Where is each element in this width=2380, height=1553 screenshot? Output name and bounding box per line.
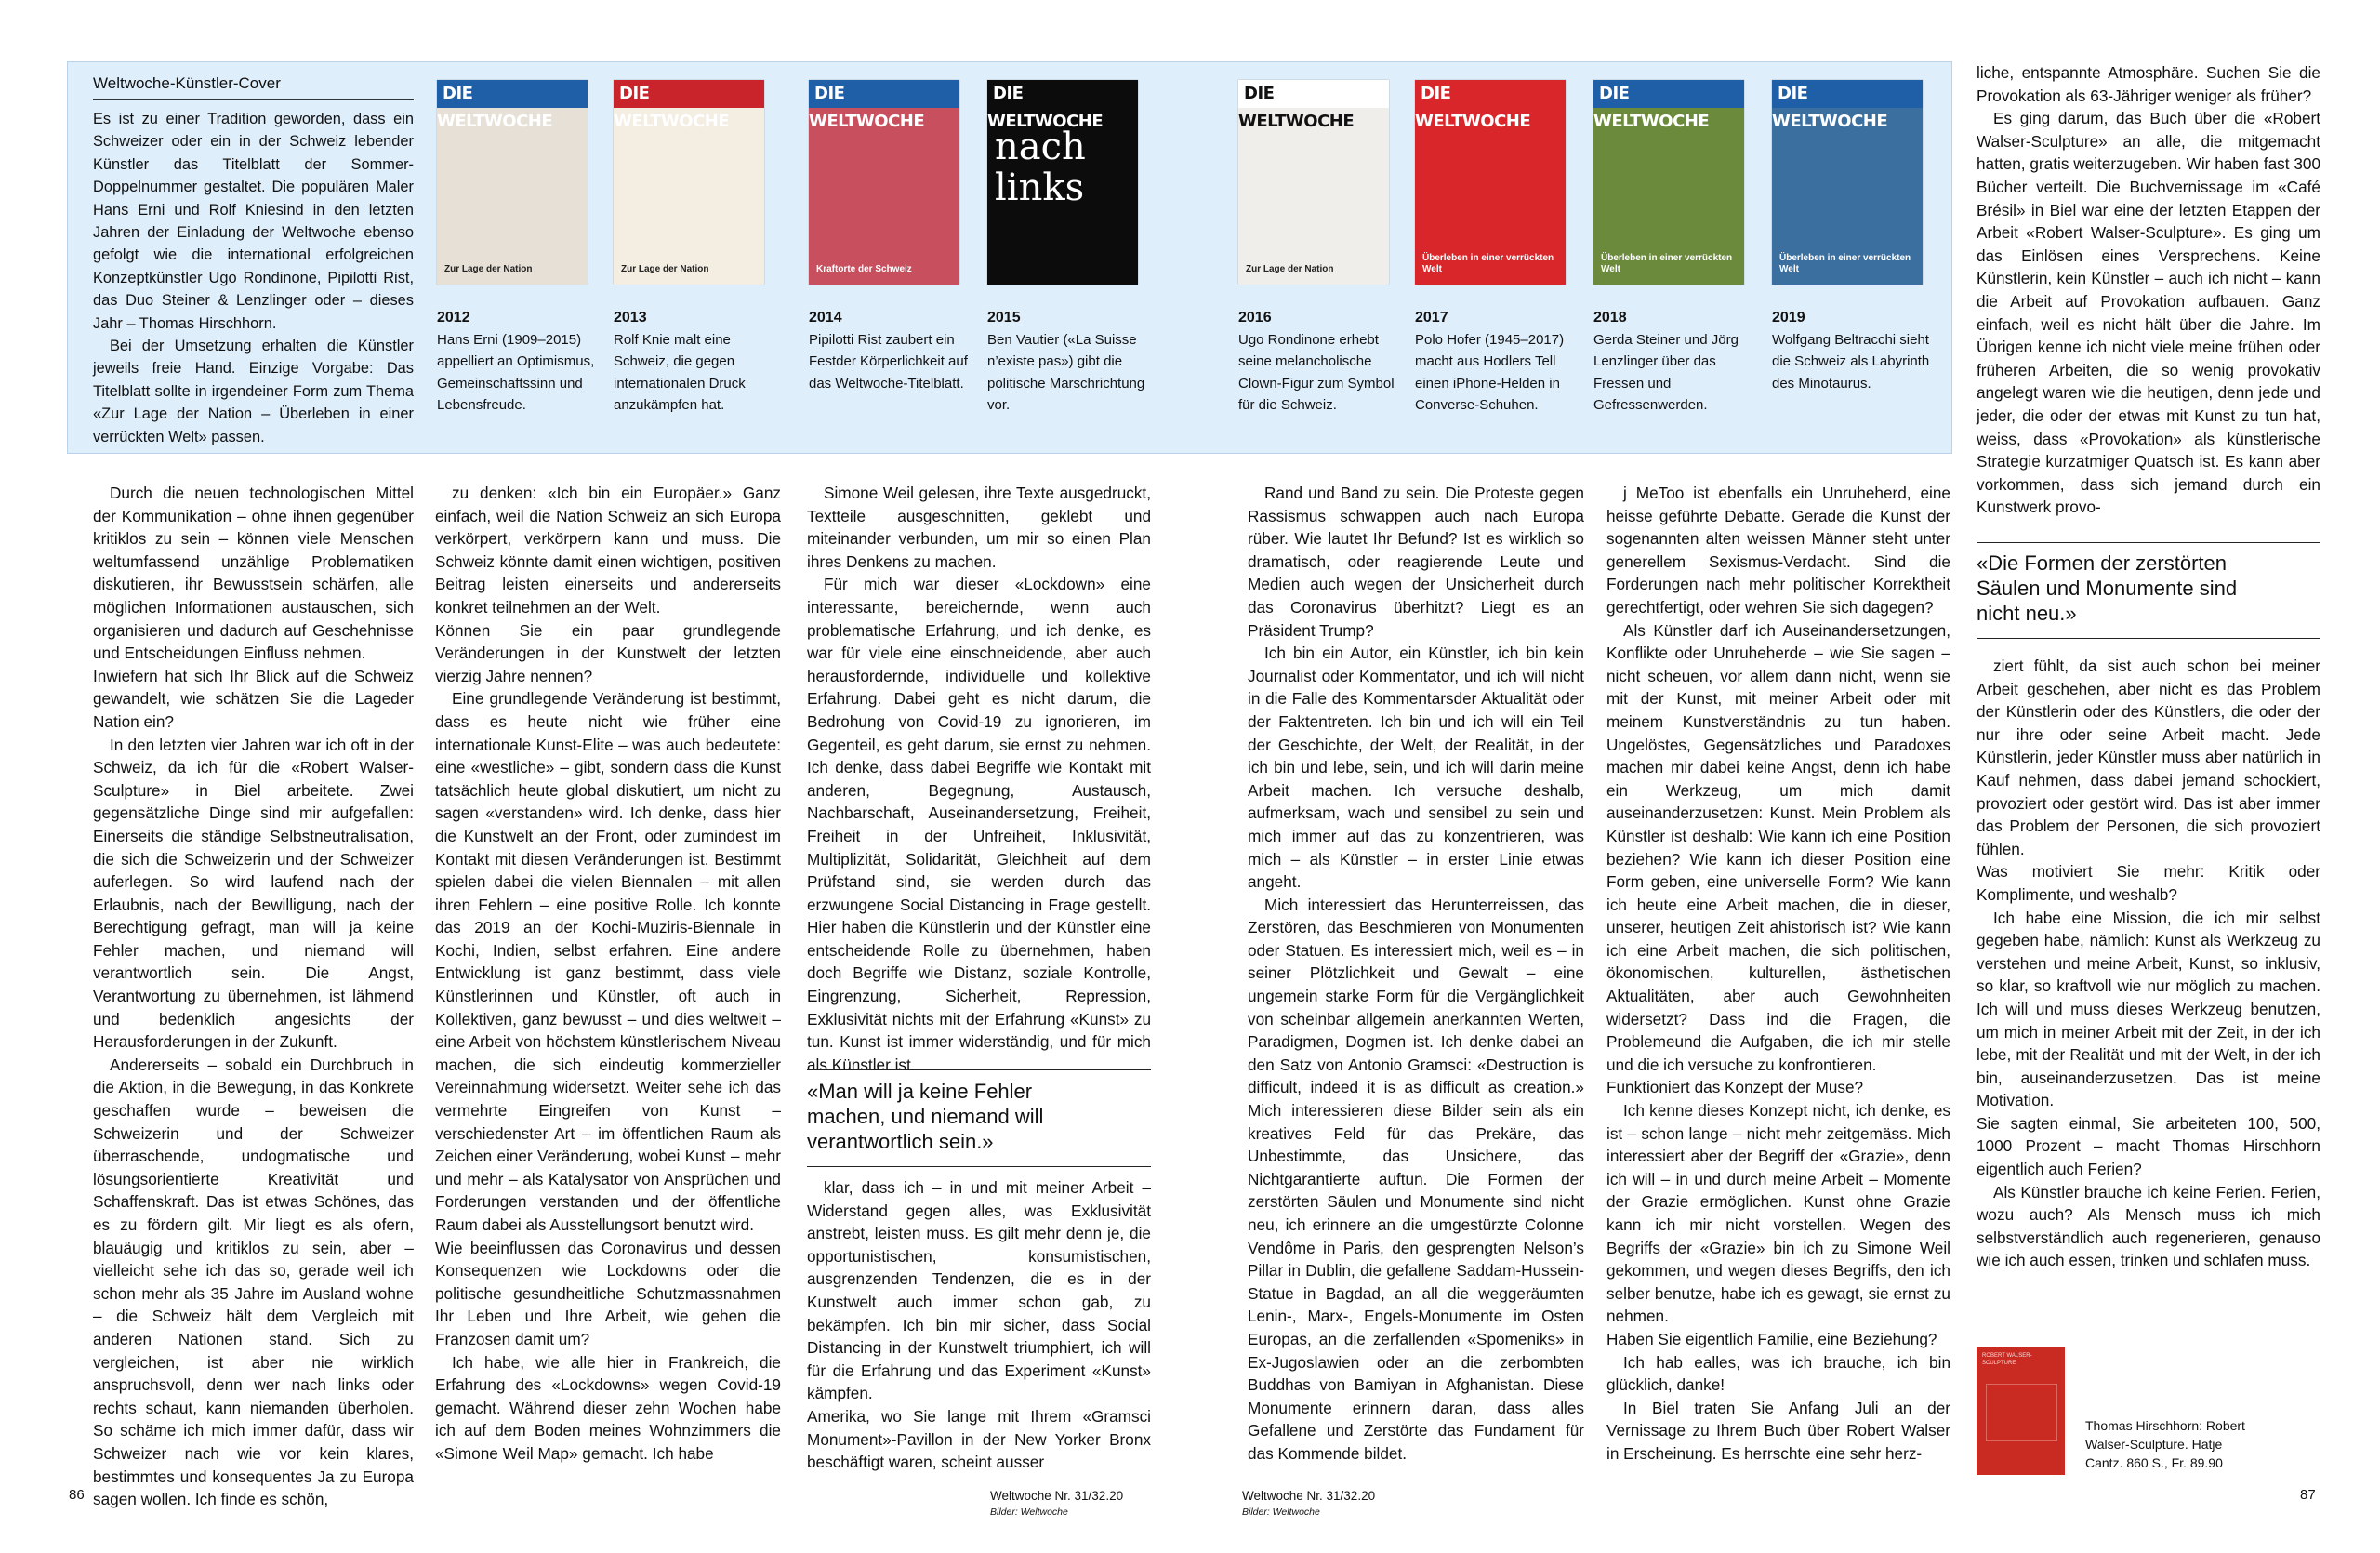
- box-intro-paragraph: Bei der Umsetzung erhalten die Künstler jeweils freie Hand. Einzige Vorgabe: Das Titelblatt sollte in irgendeiner Form zum Thema «Zur Lage der Nation – Überleben in einer verrückten Welt» passen.: [93, 338, 414, 445]
- cover-caption: [1415, 307, 1582, 417]
- interview-answer: Für mich war dieser «Lockdown» eine interessante, bereichernde, wenn auch problematische Erfahrung, und ich denke, es war für viele eine einschneidende, aber auch herausfordernde, individuelle und kollektive Erfahrung. Dabei geht es nicht darum, die Bedrohung von Covid-19 zu ignorieren, im Gegenteil, es geht darum, sie ernst zu nehmen. Ich denke, dass dabei Begriffe wie Kontakt mit anderen, Begegnung, Austausch, Nachbarschaft, Auseinandersetzung, Freiheit, Freiheit in der Unfreiheit, Inklusivität, Multiplizität, Solidarität, Gleichheit auf dem Prüfstand sind, sie werden durch das erzwungene Social Distancing in Frage gestellt. Hier haben die Künstlerin und der Künstler eine entscheidende Rolle zu übernehmen, haben doch Begriffe wie Distanz, soziale Kontrolle, Eingrenzung, Sicherheit, Repression, Exklusivität nichts mit der Erfahrung «Kunst» zu tun. Kunst ist immer widerständig, und für mich als Künstler ist: [807, 575, 1151, 1074]
- interview-question: Sie sagten einmal, Sie arbeiteten 100, 500, 1000 Prozent – macht Thomas Hirschhorn eigentlich auch Ferien?: [1977, 1113, 2320, 1179]
- page-number-right: 87: [2300, 1487, 2316, 1503]
- weltwoche-cover-2014: [809, 80, 959, 285]
- interview-answer: Ich bin ein Autor, ein Künstler, ich bin kein Journalist oder Kommentator, und ich will nicht in die Falle des Kommentarsder Aktualität oder der Faktentreten. Ich bin und ich will ein Teil der Geschichte, der Welt, der Realität, in der ich bin und lebe, sein, und ich will darin meine Arbeit machen. Ich versuche deshalb, aufmerksam, wach und sensibel zu sein und mich immer auf das zu konzentrieren, was mich – als Künstler – in erster Linie etwas angeht.: [1248, 644, 1584, 892]
- cover-year: 2012: [437, 310, 470, 325]
- interview-question: Rand und Band zu sein. Die Proteste gegen Rassismus schwappen auch nach Europa rüber. Wie lautet Ihr Befund? Ist es wirklich so dramatisch, oder reagierende Leute und Medien auch wegen der Unsicherheit durch das Coronavirus überhitzt? Liegt es an Präsident Trump?: [1248, 484, 1584, 640]
- cover-caption-text: Wolfgang Beltracchi sieht die Schweiz als Labyrinth des Minotaurus.: [1772, 331, 1930, 392]
- interview-question: Inwiefern hat sich Ihr Blick auf die Schweiz gewandelt, wie schätzen Sie die Lageder Nation ein?: [93, 666, 414, 731]
- cover-caption: [437, 307, 604, 417]
- pullquote-left: «Man will ja keine Fehler machen, und niemand will verantwortlich sein.»: [807, 1080, 1044, 1153]
- interview-question: j MeToo ist ebenfalls ein Unruheherd, eine heisse geführte Debatte. Gerade die Kunst der sogenannten alten weissen Männer steht unter generellem Sexismus-Verdacht. Sind die Forderungen nach mehr politischer Korrektheit gerechtfertigt, oder wehren Sie sich dagegen?: [1606, 484, 1950, 617]
- interview-question: Funktioniert das Konzept der Muse?: [1606, 1078, 1864, 1097]
- interview-question: Wie beeinflussen das Coronavirus und dessen Konsequenzen wie Lockdowns oder die politische gesundheitliche Schutzmassnahmen Ihr Leben und Ihre Arbeit, wie gehen die Franzosen damit um?: [435, 1238, 781, 1348]
- cover-year: 2013: [614, 310, 647, 325]
- interview-question: Haben Sie eigentlich Familie, eine Beziehung?: [1606, 1329, 1937, 1348]
- interview-answer: klar, dass ich – in und mit meiner Arbeit – Widerstand gegen alles, was Exklusivität anstrebt, leisten muss. Es gilt mehr denn je, die opportunistischen, konsumistischen, ausgrenzenden Tendenzen, die es in der Kunstwelt auch immer schon gab, zu bekämpfen. Ich bin mir sicher, dass Social Distancing in der Kunstwelt triumphiert, ich will für die Erfahrung und das Experiment «Kunst» kämpfen.: [807, 1178, 1151, 1403]
- cover-caption-text: Ugo Rondinone erhebt seine melancholische Clown-Figur zum Symbol für die Schweiz.: [1238, 331, 1395, 414]
- interview-question: liche, entspannte Atmosphäre. Suchen Sie die Provokation als 63-Jähriger weniger als früher?: [1977, 63, 2320, 105]
- cover-year: 2018: [1593, 310, 1627, 325]
- text-column-3-top: [807, 482, 1151, 1076]
- box-title-rule: [93, 99, 414, 100]
- box-title: Weltwoche-Künstler-Cover: [93, 74, 281, 92]
- weltwoche-cover-2019: [1772, 80, 1923, 285]
- pullquote-rule-bottom: [807, 1166, 1151, 1167]
- interview-answer: Als Künstler darf ich Auseinandersetzungen, Konflikte oder Unruheherde – wie Sie sagen – nicht scheuen, vor allem dann nicht, wenn sie mit der Kunst, mit meiner Arbeit oder mit meinem Kunstverständnis zu tun haben. Ungelöstes, Gegensätzliches und Paradoxes machen mir dabei keine Angst, denn ich habe ein Werkzeug, um mich damit auseinanderzusetzen: Kunst. Mein Problem als Künstler ist deshalb: Wie kann ich eine Position beziehen? Wie kann ich dieser Position eine Form geben, eine universelle Form? Wie kann ich heute eine Arbeit machen, die in dieser, unserer, heutigen Zeit ahistorisch ist? Wie kann ich eine Arbeit machen, die sich politischen, ökonomischen, kulturellen, ästhetischen Aktualitäten, aber auch Gewohnheiten widersetzt? Dass ind die Fragen, die Problemeund die Aufgaben, die ich mir stelle und die ich versuche zu konfrontieren.: [1606, 620, 1950, 1074]
- cover-masthead: DIE WELTWOCHE: [809, 80, 959, 108]
- book-cover-image: [1977, 1347, 2065, 1475]
- text-column-1: [93, 482, 414, 1511]
- interview-question: Was motiviert Sie mehr: Kritik oder Komplimente, und weshalb?: [1977, 862, 2320, 904]
- interview-answer: In den letzten vier Jahren war ich oft in der Schweiz, da ich für die «Robert Walser-Sculpture» in Biel arbeitete. Zwei gegensätzliche Dinge sind mir aufgefallen: Einerseits die ständige Selbstneutralisation, die sich die Schweizerin und der Schweizer auferlegen. So wird laufend nach der Erlaubnis, nach der Bewilligung, nach der Berechtigung gefragt, man will ja keine Fehler machen, und niemand will verantwortlich sein. Die Angst, Verantwortung zu übernehmen, ist lähmend und bedenklich angesichts der Herausforderungen in der Zukunft.: [93, 735, 414, 1052]
- weltwoche-cover-2015: [987, 80, 1138, 285]
- cover-caption-text: Gerda Steiner und Jörg Lenzlinger über das Fressen und Gefressenwerden.: [1593, 331, 1739, 414]
- cover-line: Überleben in einer verrückten Welt: [1422, 253, 1554, 274]
- issue-left: Weltwoche Nr. 31/32.20: [990, 1489, 1124, 1503]
- interview-question: Können Sie ein paar grundlegende Veränderungen in der Kunstwelt der letzten vierzig Jahre nennen?: [435, 620, 781, 685]
- cover-caption: [809, 307, 976, 394]
- interview-answer: zu denken: «Ich bin ein Europäer.» Ganz einfach, weil die Nation Schweiz an sich Europa verkörpert, verkörpern kann und muss. Die Schweiz könnte damit einen wichtigen, positiven Beitrag leisten einerseits und andererseits konkret teilnehmen an der Welt.: [435, 484, 781, 617]
- cover-year: 2014: [809, 310, 842, 325]
- cover-caption: [987, 307, 1155, 417]
- text-column-4: [1248, 482, 1584, 1466]
- cover-year: 2017: [1415, 310, 1448, 325]
- cover-line: Überleben in einer verrückten Welt: [1779, 253, 1911, 274]
- interview-answer: Ich kenne dieses Konzept nicht, ich denke, es ist – schon lange – nicht mehr zeitgemäss. Mich interessiert aber der Begriff der «Grazie», denn ich will – in und durch meine Arbeit – Momente der Grazie ermöglichen. Kunst ohne Grazie kann ich mir nicht vorstellen. Wegen des Begriffs der «Grazie» bin ich zu Simone Weil gekommen, und wegen dieses Begriffs, den ich selber benutze, habe ich es gewagt, sie ernst zu nehmen.: [1606, 1101, 1950, 1326]
- text-column-3-bottom: [807, 1176, 1151, 1474]
- cover-line: nach links: [995, 126, 1086, 209]
- interview-answer: Ich habe eine Mission, die ich mir selbst gegeben habe, nämlich: Kunst als Werkzeug zu verstehen und meine Arbeit, Kunst, so inklusiv, so klar, so kraftvoll wie nur möglich zu machen. Ich will und muss dieses Werkzeug benutzen, um mich in meiner Arbeit mit der Zeit, in der ich lebe, mit der Realität und mit der Welt, in der ich bin, auseinanderzusetzen. Das ist meine Motivation.: [1977, 908, 2320, 1110]
- cover-line: Zur Lage der Nation: [444, 264, 533, 274]
- cover-caption-text: Pipilotti Rist zaubert ein Festder Körperlichkeit auf das Weltwoche-Titelblatt.: [809, 331, 968, 392]
- issue-right: Weltwoche Nr. 31/32.20: [1242, 1489, 1376, 1503]
- cover-masthead: DIE WELTWOCHE: [1238, 80, 1389, 108]
- pullquote-right-rule-top: [1977, 542, 2320, 543]
- cover-line: Zur Lage der Nation: [621, 264, 709, 274]
- cover-line: Überleben in einer verrückten Welt: [1601, 253, 1733, 274]
- interview-answer: Als Künstler brauche ich keine Ferien. Ferien, wozu auch? Als Mensch muss ich mich selbstverständlich auch regenerieren, genauso wie ich auch essen, trinken und schlafen muss.: [1977, 1182, 2320, 1270]
- weltwoche-cover-2017: [1415, 80, 1566, 285]
- cover-masthead: DIE WELTWOCHE: [614, 80, 764, 108]
- cover-year: 2019: [1772, 310, 1805, 325]
- book-cover-title: ROBERT WALSER-SCULPTURE: [1982, 1353, 2032, 1366]
- cover-caption-text: Rolf Knie malt eine Schweiz, die gegen internationalen Druck anzukämpfen hat.: [614, 331, 746, 414]
- page-number-left: 86: [69, 1487, 85, 1503]
- interview-answer: Es ging darum, das Buch über die «Robert Walser-Sculpture» an alle, die mitgemacht hatten, gratis weiterzugeben. Wir haben fast 300 Bücher verteilt. Die Buchvernissage im «Café Brésil» in Biel war eine der letzten Etappen der Arbeit «Robert Walser-Sculpture». Es ging um das Einlösen eines Versprechens. Keine Künstlerin, kein Künstler – auch ich nicht – kann die Arbeit auf Provokation aufbauen. Ganz einfach, weil es nicht hält über die Jahre. Im Übrigen kenne ich nicht viele meine frühen oder früheren Arbeiten, die so wenig provokativ angelegt waren wie die heutigen, denn jede und jeder, die oder der etwas mit Kunst zu tun hat, weiss, dass «Provokation» als künstlerische Strategie kurzatmiger Quatsch ist. Es kann aber vorkommen, dass sich jemand durch ein Kunstwerk provo-: [1977, 109, 2320, 517]
- text-column-6-bottom: [1977, 655, 2320, 1272]
- book-cover-frame: [1986, 1384, 2057, 1441]
- interview-answer: Eine grundlegende Veränderung ist bestimmt, dass es heute nicht wie früher eine internationale Kunst-Elite – was auch bedeutete: eine «westliche» – gibt, sondern dass die Kunst tatsächlich heute global diskutiert, um nicht zu sagen «verstanden» wird. Ich denke, dass hier die Kunstwelt an der Front, oder zumindest im Kontakt mit diesen Veränderungen ist. Bestimmt spielen dabei die vielen Biennalen – mit allen ihren Fehlern – eine positive Rolle. Ich konnte das 2019 an der Kochi-Muziris-Biennale in Kochi, Indien, selbst erfahren. Eine andere Entwicklung ist ganz bestimmt, dass viele Künstlerinnen und Künstler, oft auch in Kollektiven, ganz bewusst – und dies weltweit – eine Arbeit von höchstem künstlerischem Niveau machen, die sich eindeutig kommerzieller Vereinnahmung widersetzt. Weiter sehe ich das vermehrte Eingreifen von Kunst – verschiedenster Art – im öffentlichen Raum als Zeichen einer Veränderung, wobei Kunst – mehr und mehr – als Katalysator von Ansprüchen und Forderungen verstanden und der öffentliche Raum dabei als Ausstellungsort benutzt wird.: [435, 689, 781, 1234]
- box-intro-paragraph: Es ist zu einer Tradition geworden, dass ein Schweizer oder ein in der Schweiz lebender Künstler das Titelblatt der Sommer-Doppelnummer gestaltet. Die populären Maler Hans Erni und Rolf Kniesind in den letzten Jahren der Einladung der Weltwoche ebenso gefolgt wie die international erfolgreichen Konzeptkünstler Ugo Rondinone, Pipilotti Rist, das Duo Steiner & Lenzlinger oder – dieses Jahr – Thomas Hirschhorn.: [93, 111, 414, 332]
- interview-question: In Biel traten Sie Anfang Juli an der Vernissage zu Ihrem Buch über Robert Walser in Erscheinung. Es herrschte eine sehr herz-: [1606, 1398, 1950, 1463]
- cover-caption: [1593, 307, 1761, 417]
- interview-answer: Ich habe, wie alle hier in Frankreich, die Erfahrung des «Lockdowns» wegen Covid-19 gemacht. Während dieser zehn Wochen habe ich auf dem Boden meines Wohnzimmers die «Simone Weil Map» gemacht. Ich habe: [435, 1352, 781, 1463]
- interview-answer: Ich hab ealles, was ich brauche, ich bin glücklich, danke!: [1606, 1352, 1950, 1395]
- cover-line: Kraftorte der Schweiz: [816, 264, 912, 274]
- weltwoche-cover-2018: [1593, 80, 1744, 285]
- cover-caption: [614, 307, 781, 417]
- weltwoche-cover-2016: [1238, 80, 1389, 285]
- cover-caption: [1772, 307, 1939, 394]
- box-intro: [93, 108, 414, 448]
- cover-year: 2016: [1238, 310, 1272, 325]
- cover-caption: [1238, 307, 1406, 417]
- cover-masthead: DIE WELTWOCHE: [437, 80, 588, 108]
- cover-masthead: DIE WELTWOCHE: [1772, 80, 1923, 108]
- pullquote-right: «Die Formen der zerstörten Säulen und Monumente sind nicht neu.»: [1977, 551, 2238, 625]
- cover-caption-text: Hans Erni (1909–2015) appelliert an Optimismus, Gemeinschaftssinn und Lebensfreude.: [437, 331, 595, 414]
- cover-caption-text: Ben Vautier («La Suisse n’existe pas») gibt die politische Marschrichtung vor.: [987, 331, 1145, 414]
- text-column-6-top: [1977, 61, 2320, 519]
- cover-caption-text: Polo Hofer (1945–2017) macht aus Hodlers Tell einen iPhone-Helden in Converse-Schuhen.: [1415, 331, 1565, 414]
- cover-year: 2015: [987, 310, 1021, 325]
- book-caption: Thomas Hirschhorn: Robert Walser-Sculpture. Hatje Cantz. 860 S., Fr. 89.90: [2085, 1418, 2245, 1470]
- interview-answer: Mich interessiert das Herunterreissen, das Zerstören, das Beschmieren von Monumenten oder Statuen. Es interessiert mich, weil es – in seiner Plötzlichkeit und Gewalt – eine ungemein starke Form für die Vergänglichkeit von scheinbar allgemein anerkannten Werten, Paradigmen, Dogmen ist. Ich denke dabei an den Satz von Antonio Gramsci: «Destruction is difficult, indeed it is as difficult as creation.» Mich interessieren diese Bilder sein als ein kreatives Feld für das Prekäre, das Unbestimmte, das Unsichere, das Nichtgarantierte auftun. Die Formen der zerstörten Säulen und Monumente sind nicht neu, ich erinnere an die umgestürzte Colonne Vendôme in Paris, den gesprengten Nelson’s Pillar in Dublin, die gefallene Saddam-Hussein-Statue in Bagdad, an all die weggeräumten Lenin-, Marx-, Engels-Monumente im Osten Europas, an die zerfallenden «Spomeniks» in Ex-Jugoslawien oder an die zerbombten Buddhas von Bamiyan in Afghanistan. Diese Monumente erinnern daran, dass alles Gefallene und Zerstörte das Fundament für das Kommende bildet.: [1248, 895, 1584, 1463]
- cover-line: Zur Lage der Nation: [1246, 264, 1334, 274]
- credit-left: Bilder: Weltwoche: [990, 1507, 1068, 1518]
- weltwoche-cover-2013: [614, 80, 764, 285]
- interview-answer: Durch die neuen technologischen Mittel der Kommunikation – ohne ihnen gegenüber kritiklos zu sein – können viele Menschen weltumfassend unzählige Problematiken diskutieren, ihr Bewusstsein schärfen, alle möglichen Informationen austauschen, sich organisieren und dadurch auf Geschehnisse und Entscheidungen Einfluss nehmen.: [93, 484, 414, 663]
- credit-right: Bilder: Weltwoche: [1242, 1507, 1320, 1518]
- interview-answer: Simone Weil gelesen, ihre Texte ausgedruckt, Textteile ausgeschnitten, geklebt und miteinander verbunden, um mir so einen Plan ihres Denkens zu machen.: [807, 484, 1151, 571]
- cover-masthead: DIE WELTWOCHE: [1593, 80, 1744, 108]
- weltwoche-cover-2012: [437, 80, 588, 285]
- cover-masthead: DIE WELTWOCHE: [987, 80, 1138, 108]
- pullquote-right-rule-bottom: [1977, 638, 2320, 639]
- text-column-2: [435, 482, 781, 1466]
- interview-answer: Andererseits – sobald ein Durchbruch in die Aktion, in die Bewegung, in das Konkrete geschaffen wurde – beweisen die Schweizerin und der Schweizer überraschende, undogmatische und lösungsorientierte Kreativität und Schaffenskraft. Das ist etwas Schönes, das es zu fördern gilt. Mir liegt es als ofern, blauäugig und kritiklos zu sein, aber – vielleicht sehe ich das so, gerade weil ich schon mehr als 35 Jahre im Ausland wohne – die Schweiz hält dem Vergleich mit anderen Nationen stand. Sich zu vergleichen, ist aber nie wirklich anspruchsvoll, denn wer nach links oder rechts schaut, kann niemanden überholen. So schäme ich mich immer dafür, dass wir Schweizer nach wie vor kein klares, bestimmtes und konsequentes Ja zu Europa sagen wollen. Ich finde es schön,: [93, 1055, 414, 1509]
- pullquote-rule-top: [807, 1069, 1151, 1070]
- cover-masthead: DIE WELTWOCHE: [1415, 80, 1566, 108]
- interview-answer: ziert fühlt, da sist auch schon bei meiner Arbeit geschehen, aber nicht es das Problem der Künstlerin oder des Künstlers, die oder der nur ihre oder seine Arbeit macht. Jede Künstlerin, jeder Künstler muss aber natürlich in Kauf nehmen, dass dabei jemand schockiert, provoziert oder gestört wird. Das ist aber immer das Problem der Personen, die sich provoziert fühlen.: [1977, 657, 2320, 858]
- interview-question: Amerika, wo Sie lange mit Ihrem «Gramsci Monument»-Pavillon in der New Yorker Bronx beschäftigt waren, scheint ausser: [807, 1406, 1151, 1472]
- text-column-5: [1606, 482, 1950, 1466]
